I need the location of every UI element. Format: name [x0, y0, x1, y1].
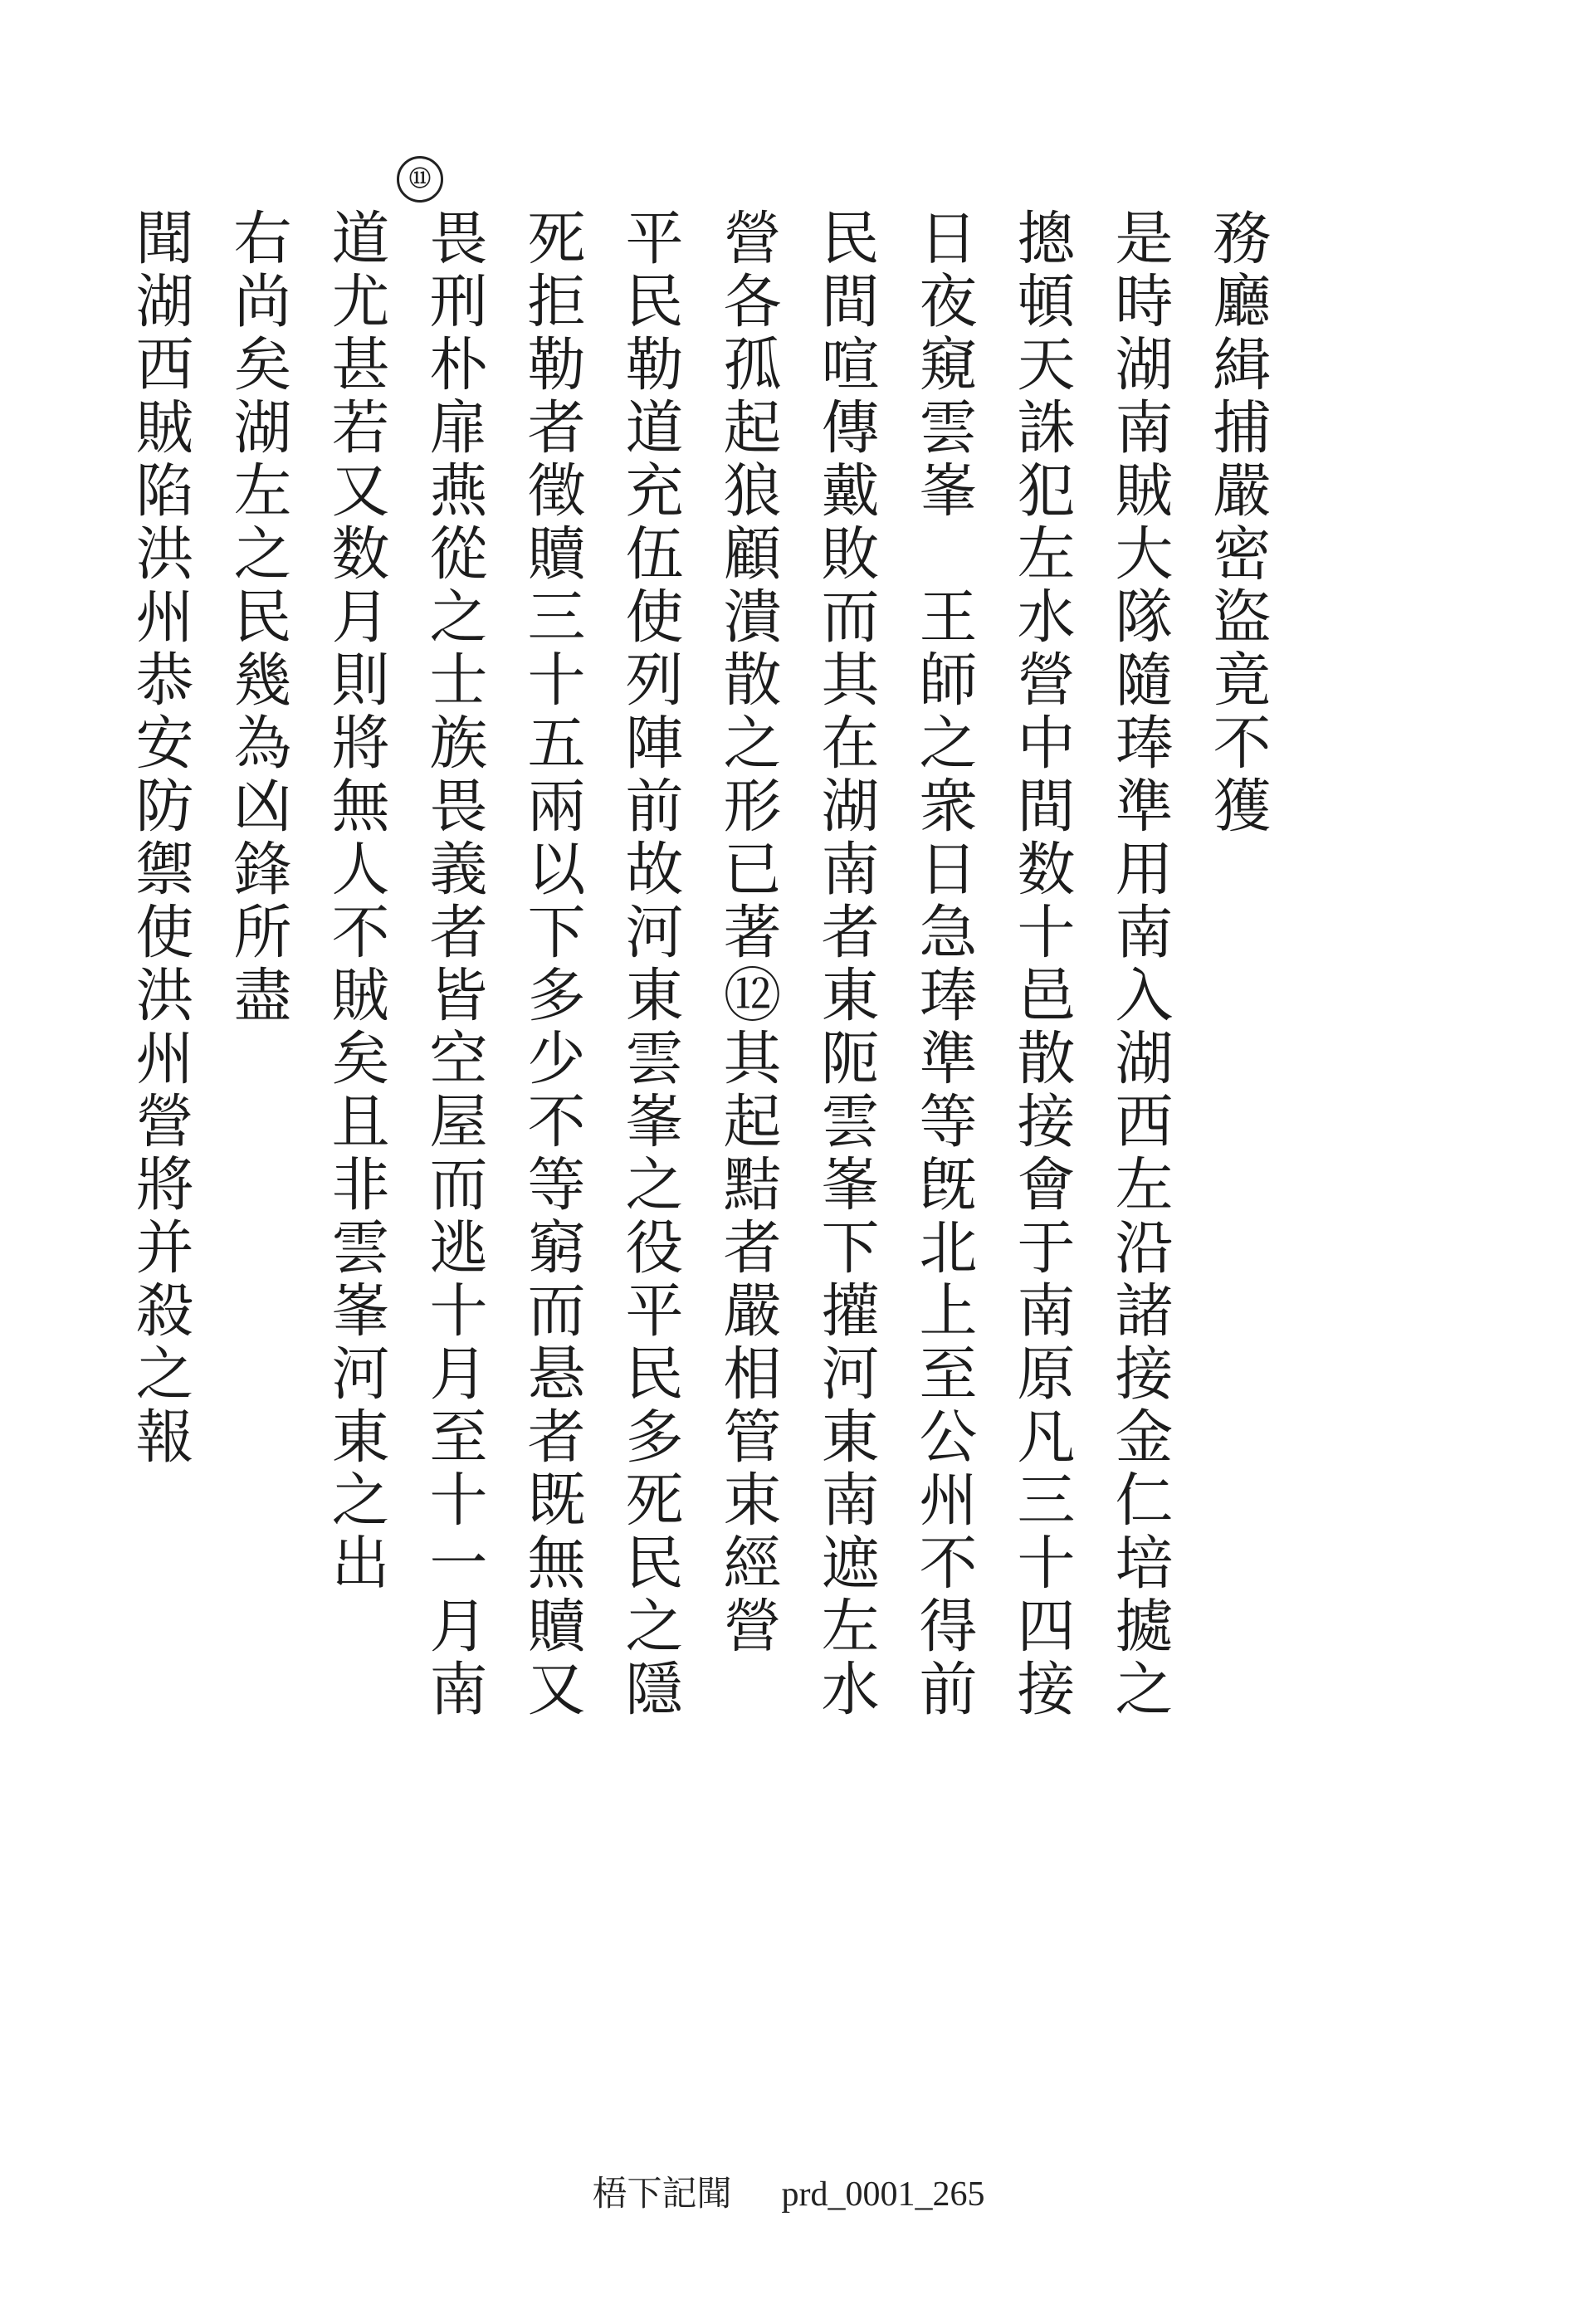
page-footer	[0, 2166, 1577, 2216]
footer-code: prd_0001_265	[781, 2175, 985, 2214]
page-number-mark: ⑪	[397, 156, 443, 203]
text-column: 道尤甚若又数月則將無人不賊矣且非雲峯河東之出	[322, 208, 390, 1595]
text-column: 務廳緝捕嚴密盜竟不獲	[1204, 208, 1272, 838]
text-column: 平民勒道充伍使列陣前故河東雲峯之役平民多死民之隱	[616, 208, 684, 1721]
footer-title: 梧下記聞	[592, 2175, 732, 2214]
text-column: 營各孤起狼顧潰散之形已著⑫其起黠者嚴相管束經營	[714, 208, 782, 1658]
text-column: 聞湖西賊陷洪州恭安防禦使洪州營將并殺之報	[126, 208, 194, 1469]
text-column: 民間喧傳戴敗而其在湖南者東阨雲峯下㩲河東南遮左水	[812, 208, 880, 1721]
text-column: 畏刑朴扉燕從之士族畏義者皆空屋而逃十月至十一月南	[420, 208, 488, 1721]
text-column: 右尚矣湖左之民幾為凶鋒所盡	[224, 208, 292, 1028]
text-column: 摠頓天誅犯左水營中間数十邑散接會于南原凡三十四接	[1008, 208, 1076, 1721]
manuscript-text-block	[126, 208, 1286, 1826]
text-column: 死拒勒者徵贖三十五兩以下多少不等窮而悬者既無贖又	[518, 208, 586, 1721]
text-column: 日夜窺雲峯 王師之衆日急琫準等旣北上至公州不得前	[910, 208, 978, 1721]
text-column: 是時湖南賊大隊隨琫準用南入湖西左沿諸接金仁培㨿之	[1106, 208, 1174, 1721]
